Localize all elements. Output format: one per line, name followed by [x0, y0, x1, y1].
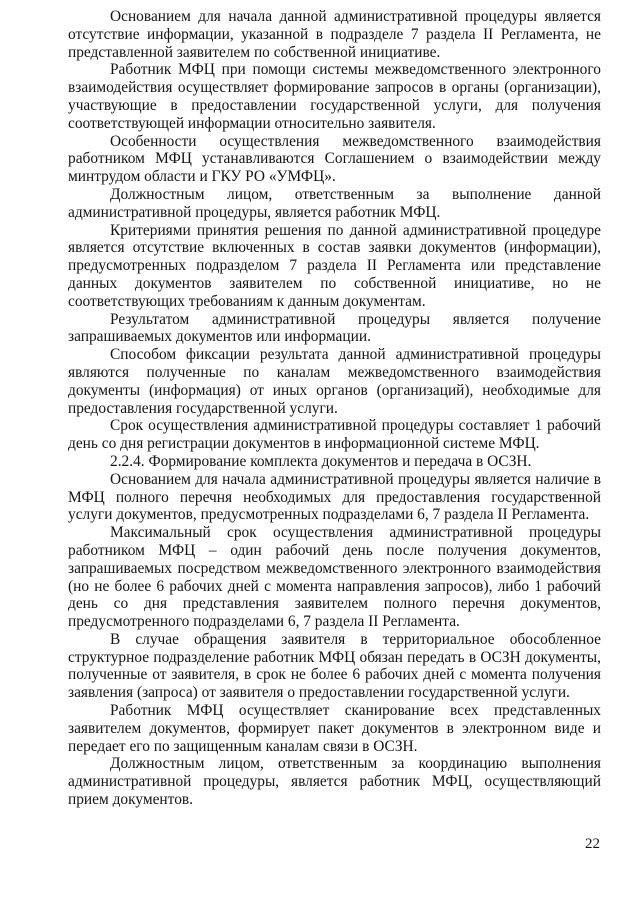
- paragraph-interaction-features: Особенности осуществления межведомственного взаимодействия работником МФЦ устанавливаются Соглашением о взаимодействии между минтрудом области и ГКУ РО «УМФЦ».: [68, 132, 601, 186]
- paragraph-decision-criteria: Критериями принятия решения по данной административной процедуре является отсутствие включенных в состав заявки документов (информации), предусмотренных подразделом 7 раздела II Регламента или представление данных документов заявителем по собственной инициативе, но не соответствующих требованиям к данным документам.: [68, 221, 601, 310]
- paragraph-result: Результатом административной процедуры является получение запрашиваемых документов или информации.: [68, 310, 601, 346]
- paragraph-scanning: Работник МФЦ осуществляет сканирование всех представленных заявителем документов, формирует пакет документов в электронном виде и передает его по защищенным каналам связи в ОСЗН.: [68, 702, 601, 755]
- section-heading-2-2-4: 2.2.4. Формирование комплекта документов и передача в ОСЗН.: [110, 452, 532, 470]
- paragraph-basis-no-info: Основанием для начала данной административной процедуры является отсутствие информации, указанной в подразделе 7 раздела II Регламента, не представленной заявителем по собственной инициативе.: [68, 8, 601, 61]
- paragraph-territorial-unit: В случае обращения заявителя в территориальное обособленное структурное подразделение работник МФЦ обязан передать в ОСЗН документы, полученные от заявителя, в срок не более 6 рабочих дней с момента получения заявления (запроса) от заявителя о предоставлении государственной услуги.: [68, 630, 601, 702]
- page-number: 22: [585, 836, 600, 852]
- paragraph-basis-full-list: Основанием для начала административной процедуры является наличие в МФЦ полного перечня необходимых для предоставления государственной услуги документов, предусмотренных подразделами 6, 7 раздела II Регламента.: [68, 470, 601, 524]
- paragraph-result-fixation: Способом фиксации результата данной административной процедуры являются полученные по каналам межведомственного взаимодействия документы (информация) от иных органов (организаций), необходимые для предоставления государственной услуги.: [68, 346, 601, 417]
- paragraph-duration: Срок осуществления административной процедуры составляет 1 рабочий день со дня регистрации документов в информационной системе МФЦ.: [68, 417, 601, 453]
- document-body: [68, 8, 601, 809]
- paragraph-responsible-person: Должностным лицом, ответственным за выполнение данной административной процедуры, является работник МФЦ.: [68, 185, 601, 221]
- paragraph-max-duration: Максимальный срок осуществления административной процедуры работником МФЦ – один рабочий день после получения документов, запрашиваемых посредством межведомственного электронного взаимодействия (но не более 6 рабочих дней с момента направления запросов), либо 1 рабочий день со дня представления заявителем полного перечня документов, предусмотренного подразделами 6, 7 раздела II Регламента.: [68, 524, 601, 631]
- paragraph-requests: Работник МФЦ при помощи системы межведомственного электронного взаимодействия осуществляет формирование запросов в органы (организации), участвующие в предоставлении государственной услуги, для получения соответствующей информации относительно заявителя.: [68, 61, 601, 132]
- paragraph-coordination: Должностным лицом, ответственным за координацию выполнения административной процедуры, является работник МФЦ, осуществляющий прием документов.: [68, 755, 601, 809]
